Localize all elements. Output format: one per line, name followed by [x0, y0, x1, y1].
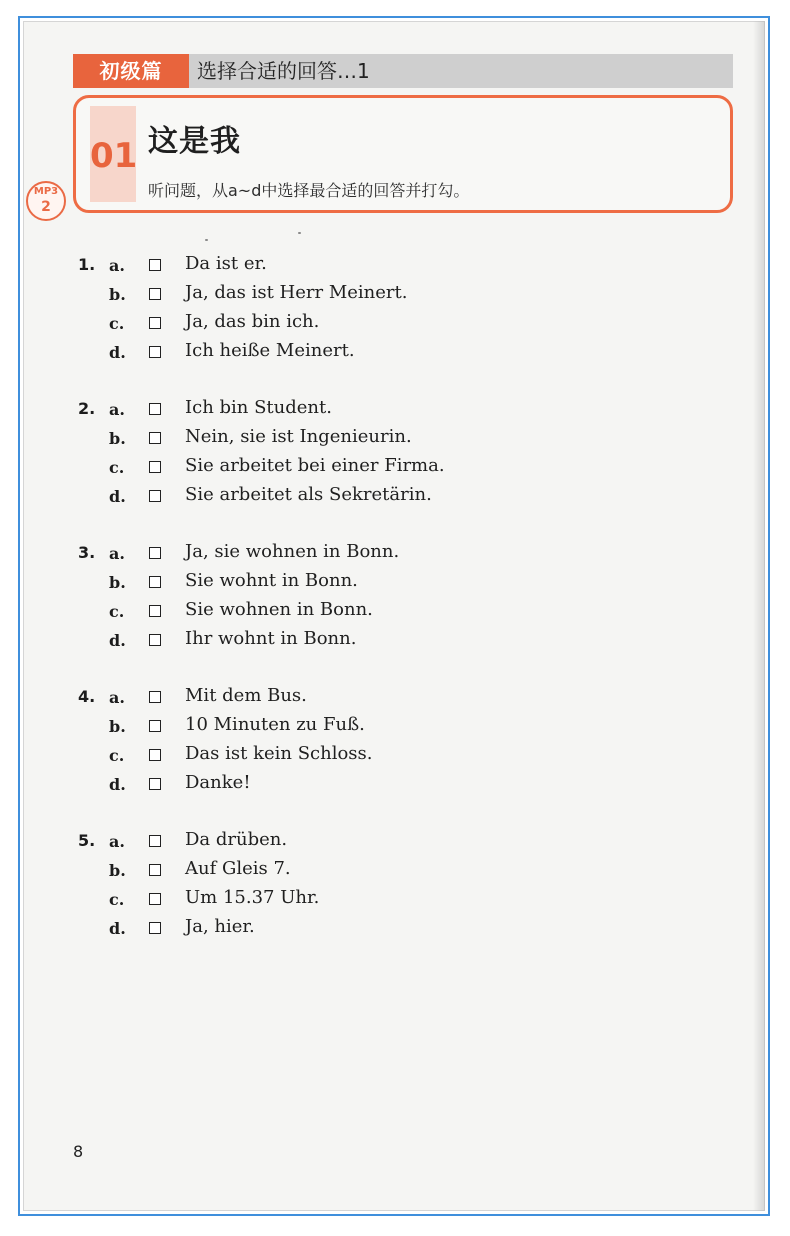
option-letter: c.: [109, 746, 125, 765]
option-letter: d.: [109, 487, 126, 506]
option-text: Ihr wohnt in Bonn.: [185, 628, 357, 649]
answer-option[interactable]: [73, 396, 593, 425]
answer-checkbox[interactable]: [149, 490, 161, 502]
answer-checkbox[interactable]: [149, 432, 161, 444]
question-number: 5.: [78, 831, 96, 850]
option-letter: c.: [109, 890, 125, 909]
option-letter: b.: [109, 717, 126, 736]
page-number: 8: [73, 1142, 84, 1161]
answer-option[interactable]: [73, 310, 593, 339]
answer-checkbox[interactable]: [149, 922, 161, 934]
option-text: Nein, sie ist Ingenieurin.: [185, 426, 412, 447]
option-text: Um 15.37 Uhr.: [185, 887, 320, 908]
answer-checkbox[interactable]: [149, 317, 161, 329]
answer-option[interactable]: [73, 886, 593, 915]
mp3-track-badge: [26, 181, 66, 221]
answer-option[interactable]: [73, 252, 593, 281]
level-badge: 初级篇: [73, 54, 189, 88]
book-page: [23, 21, 765, 1211]
lesson-number: 01: [90, 106, 136, 202]
answer-option[interactable]: [73, 598, 593, 627]
answer-checkbox[interactable]: [149, 720, 161, 732]
answer-option[interactable]: [73, 771, 593, 800]
option-text: Auf Gleis 7.: [185, 858, 291, 879]
option-letter: b.: [109, 429, 126, 448]
answer-checkbox[interactable]: [149, 346, 161, 358]
option-letter: a.: [109, 256, 125, 275]
answer-option[interactable]: [73, 627, 593, 656]
answer-option[interactable]: [73, 713, 593, 742]
option-text: 10 Minuten zu Fuß.: [185, 714, 365, 735]
lesson-instruction: 听问题，从a~d中选择最合适的回答并打勾。: [148, 181, 470, 200]
option-text: Sie arbeitet als Sekretärin.: [185, 484, 432, 505]
answer-option[interactable]: [73, 828, 593, 857]
answer-option[interactable]: [73, 915, 593, 944]
answer-option[interactable]: [73, 569, 593, 598]
answer-checkbox[interactable]: [149, 778, 161, 790]
answer-option[interactable]: [73, 540, 593, 569]
option-text: Mit dem Bus.: [185, 685, 307, 706]
section-title: 选择合适的回答…1: [197, 59, 370, 83]
option-letter: b.: [109, 861, 126, 880]
option-text: Sie wohnt in Bonn.: [185, 570, 358, 591]
answer-checkbox[interactable]: [149, 576, 161, 588]
option-letter: c.: [109, 314, 125, 333]
answer-checkbox[interactable]: [149, 403, 161, 415]
answer-checkbox[interactable]: [149, 259, 161, 271]
answer-option[interactable]: [73, 281, 593, 310]
answer-checkbox[interactable]: [149, 547, 161, 559]
mp3-label: MP3: [33, 186, 59, 197]
question-number: 2.: [78, 399, 96, 418]
answer-option[interactable]: [73, 684, 593, 713]
option-letter: a.: [109, 688, 125, 707]
option-text: Sie wohnen in Bonn.: [185, 599, 373, 620]
option-text: Sie arbeitet bei einer Firma.: [185, 455, 445, 476]
lesson-title-box: [73, 95, 733, 213]
answer-checkbox[interactable]: [149, 288, 161, 300]
option-letter: d.: [109, 919, 126, 938]
answer-checkbox[interactable]: [149, 634, 161, 646]
answer-checkbox[interactable]: [149, 691, 161, 703]
answer-checkbox[interactable]: [149, 461, 161, 473]
option-text: Da drüben.: [185, 829, 288, 850]
option-letter: d.: [109, 631, 126, 650]
answer-checkbox[interactable]: [149, 893, 161, 905]
answer-option[interactable]: [73, 454, 593, 483]
answer-option[interactable]: [73, 857, 593, 886]
option-letter: d.: [109, 775, 126, 794]
option-text: Ja, das ist Herr Meinert.: [185, 282, 408, 303]
option-text: Ja, sie wohnen in Bonn.: [185, 541, 400, 562]
answer-option[interactable]: [73, 742, 593, 771]
option-text: Das ist kein Schloss.: [185, 743, 373, 764]
option-text: Ich bin Student.: [185, 397, 332, 418]
option-letter: c.: [109, 458, 125, 477]
option-text: Ja, das bin ich.: [185, 311, 320, 332]
option-letter: c.: [109, 602, 125, 621]
section-header: [73, 54, 733, 88]
option-text: Da ist er.: [185, 253, 267, 274]
option-letter: a.: [109, 544, 125, 563]
answer-checkbox[interactable]: [149, 864, 161, 876]
mp3-track-number: 2: [41, 199, 51, 215]
question-number: 4.: [78, 687, 96, 706]
lesson-title: 这是我: [148, 124, 241, 159]
option-text: Ich heiße Meinert.: [185, 340, 355, 361]
answer-checkbox[interactable]: [149, 605, 161, 617]
option-letter: a.: [109, 832, 125, 851]
scan-speck: [205, 239, 208, 241]
option-letter: b.: [109, 573, 126, 592]
answer-option[interactable]: [73, 339, 593, 368]
option-letter: d.: [109, 343, 126, 362]
option-letter: b.: [109, 285, 126, 304]
question-number: 3.: [78, 543, 96, 562]
scan-speck: [298, 232, 301, 234]
option-letter: a.: [109, 400, 125, 419]
answer-checkbox[interactable]: [149, 749, 161, 761]
question-number: 1.: [78, 255, 96, 274]
page-gutter-shadow: [753, 21, 765, 1211]
answer-option[interactable]: [73, 425, 593, 454]
option-text: Ja, hier.: [185, 916, 255, 937]
option-text: Danke!: [185, 772, 251, 793]
answer-option[interactable]: [73, 483, 593, 512]
answer-checkbox[interactable]: [149, 835, 161, 847]
